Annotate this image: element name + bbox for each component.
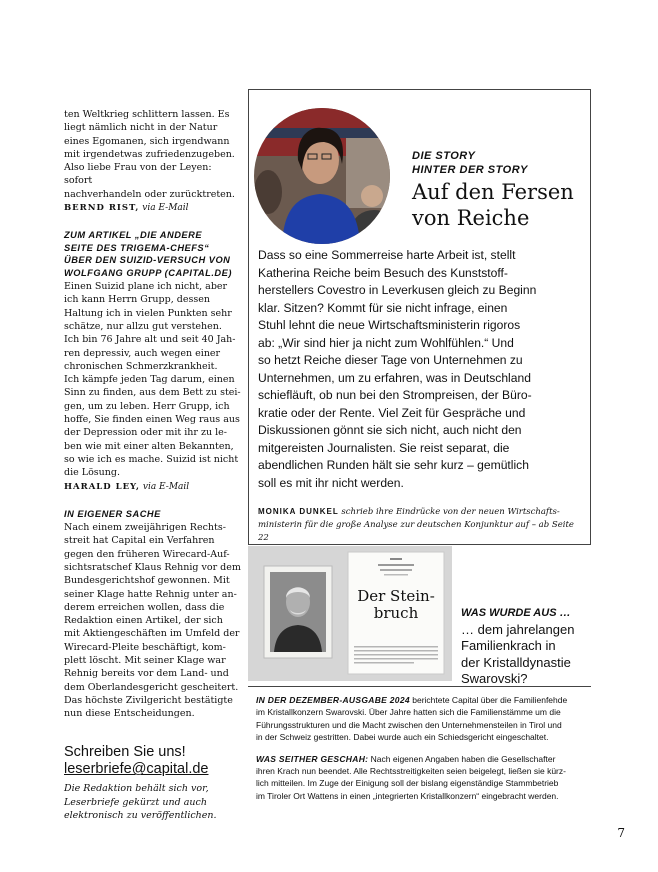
trigema-article-heading: ZUM ARTIKEL „DIE ANDERE SEITE DES TRIGEMA-CHEFS“ ÜBER DEN SUIZID-VERSUCH VON WOLFGANG GRUPP (CAPITAL.DE) <box>64 230 232 278</box>
story-kicker-line-2: HINTER DER STORY <box>412 164 528 176</box>
story-body: Dass so eine Sommerreise harte Arbeit ist, stellt Katherina Reiche beim Besuch des Kunststoff- herstellers Covestro in Leverkusen gleich zu Beginn klar. Sitzen? Kommt für sie nicht infrage, einen Stuhl lehnt die neue Wirtschaftsministerin rigoros ab: „Wir sind hier ja nicht zum Wohlfühlen.“ Und so hetzt Reiche dieser Tage von Unternehmen zu Unternehmen, um zu erfahren, was in Deutschland schiefläuft, ob nun bei den Strompreisen, der Büro- kratie oder der Rente. Viel Zeit für Gespräche und Diskussionen gönnt sie sich nicht, auch nicht den mitgereisten Journalisten. Sie reist separat, die abendlichen Runden hält sie sehr kurz – gemütlich soll es mit ihr nicht werden. <box>258 248 537 490</box>
own-matter-heading: IN EIGENER SACHE <box>64 508 161 519</box>
contact-note: Die Redaktion behält sich vor, Leserbriefe gekürzt und auch elektronisch zu veröffentlichen. <box>64 783 217 822</box>
steinbruch-archive-image <box>248 546 452 681</box>
steinbruch-document-title: Der Stein- bruch <box>357 587 435 622</box>
what-became-subtitle: … dem jahrelangen Familienkrach in der Kristalldynastie Swarovski? <box>461 622 575 686</box>
story-title: Auf den Fersen von Reiche <box>412 180 574 230</box>
what-became-header <box>461 606 593 687</box>
contact-email-link[interactable]: leserbriefe@capital.de <box>64 761 209 778</box>
section-divider <box>248 686 591 687</box>
swarovski-paragraph-2: WAS SEITHER GESCHAH: Nach eigenen Angaben haben die Gesellschafter ihren Krach nun beendet. Alle Rechtsstreitigkeiten seien beigelegt, ließen sie kürz- lich mitteilen. Im Zuge der Einigung soll der bislang eigenständige Stammbetrieb im Tiroler Ort Wattens in einen „integrierten Kristallkonzern“ eingebracht werden. <box>256 753 566 801</box>
letters-column <box>64 108 242 822</box>
swarovski-text <box>256 694 588 811</box>
reiche-portrait-photo <box>254 108 390 244</box>
swarovski-paragraph-1: IN DER DEZEMBER-AUSGABE 2024 berichtete Capital über die Familienfehde im Kristallkonzern Swarovski. Über Jahre hatten sich die Familienstämme um die Führungsstrukturen und die Macht zwischen den Unternehmensteilen in Tirol und in der Schweiz gestritten. Dabei wurde auch ein Schiedsgericht eingeschaltet. <box>256 695 568 743</box>
story-header <box>412 149 590 231</box>
letter-ley-body: Einen Suizid plane ich nicht, aber ich kann Herrn Grupp, dessen Haltung ich in vielen Punkten sehr schätze, nur allzu gut verstehen. Ich bin 76 Jahre alt und seit 40 Jah- ren depressiv, auch wegen einer chronischen Schmerzkrankheit. Ich kämpfe jeden Tag darum, einen Sinn zu finden, aus dem Bett zu stei- gen, um zu leben. Herr Grupp, ich hoffe, Sie finden einen Weg raus aus der Depression oder mit ihr zu le- ben wie mit einer alten Bekannten, so wie ich es mache. Suizid ist nicht die Lösung. <box>64 281 241 479</box>
letter-rist-signature: BERND RIST, via E-Mail <box>64 203 189 214</box>
letter-rist-body: ten Weltkrieg schlittern lassen. Es liegt nämlich nicht in der Natur eines Egomanen, sich irgendwann mit irgendetwas zufriedenzugeben. Also liebe Frau von der Leyen: sofort nachverhandeln oder zurücktreten. <box>64 109 235 200</box>
story-author-credit: MONIKA DUNKEL schrieb ihre Eindrücke von der neuen Wirtschafts- ministerin für die große Analyse zur deutschen Konjunktur auf – ab Seite 22 <box>258 507 574 543</box>
story-kicker-line-1: DIE STORY <box>412 150 476 162</box>
contact-box <box>64 744 242 822</box>
page-number: 7 <box>617 826 625 840</box>
contact-title: Schreiben Sie uns! <box>64 744 186 761</box>
own-matter-body: Nach einem zweijährigen Rechts- streit hat Capital ein Verfahren gegen den früheren Wirecard-Auf- sichtsratschef Klaus Rehnig vor dem Bundesgerichtshof gewonnen. Mit seiner Klage hatte Rehnig unter an- derem erreichen wollen, dass die Redaktion einen Artikel, der sich mit Aktiengeschäften im Umfeld der Wirecard-Pleite beschäftigt, kom- plett löscht. Mit seiner Klage war Rehnig bereits vor dem Land- und dem Oberlandesgericht gescheitert. Das höchste Zivilgericht bestätigte nun diese Entscheidungen. <box>64 522 241 720</box>
letter-ley-signature: HARALD LEY, via E-Mail <box>64 481 190 492</box>
what-became-kicker: WAS WURDE AUS … <box>461 607 571 619</box>
